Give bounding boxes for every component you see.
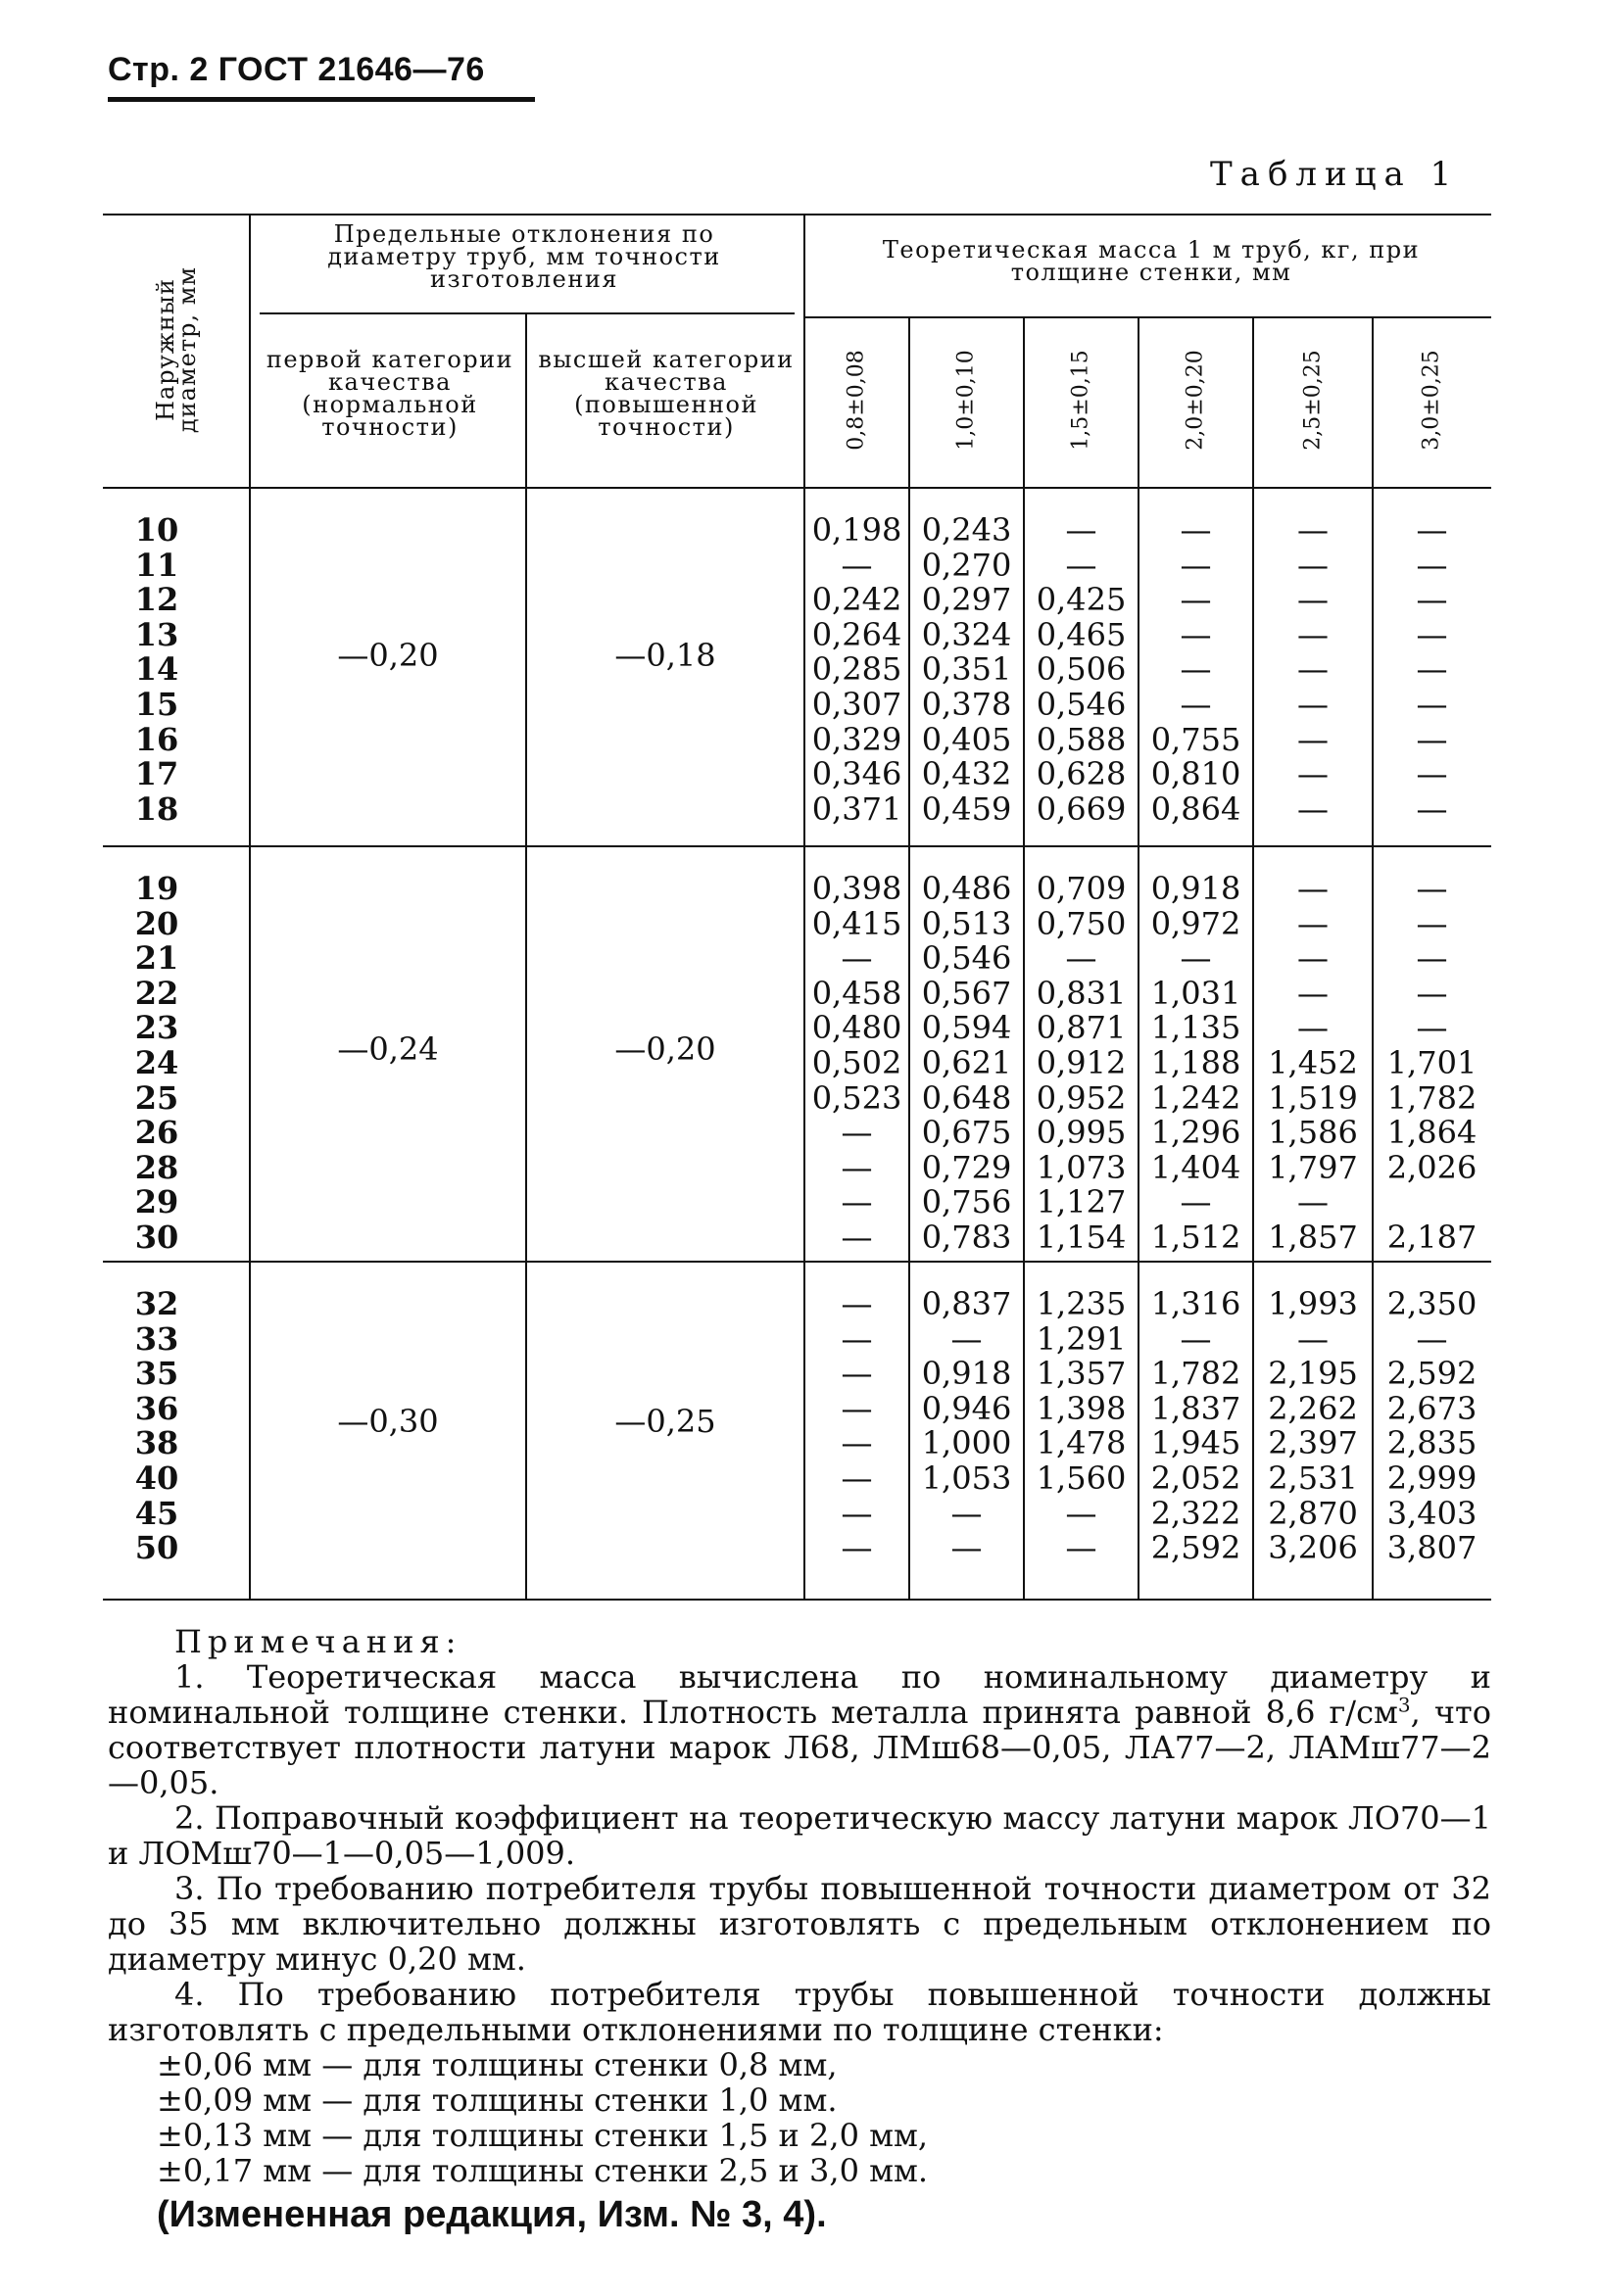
mass-cell: 1,291 xyxy=(1036,1319,1127,1358)
mass-cell: 0,324 xyxy=(921,615,1012,653)
tolerance-group-header: Предельные отклонения по диаметру труб, мм точности изготовления xyxy=(327,220,721,293)
note-1-text: 1. Теоретическая масса вычислена по номинальному диаметру и номинальной толщине стенки. Плотность металла принята равной 8,6 г/см xyxy=(108,1658,1491,1731)
mass-column xyxy=(909,872,1024,1256)
mass-cell: 2,322 xyxy=(1150,1494,1241,1532)
mass-column xyxy=(1024,872,1139,1256)
mass-cell: — xyxy=(1297,581,1329,619)
tolerance-high-cell: —0,20 xyxy=(614,1030,716,1068)
mass-cell: 0,270 xyxy=(921,546,1012,584)
mass-cell: 2,187 xyxy=(1386,1218,1478,1256)
diameter-cell: 32 xyxy=(134,1285,179,1322)
diameter-column xyxy=(103,513,211,827)
diameter-column xyxy=(103,1287,211,1566)
diameter-cell: 33 xyxy=(134,1319,179,1358)
mass-cell: 0,546 xyxy=(1036,685,1127,723)
mass-cell: 1,000 xyxy=(921,1424,1012,1462)
mass-cell: 0,264 xyxy=(811,615,902,653)
mass-cell: 1,857 xyxy=(1268,1218,1358,1256)
mass-cell: 0,648 xyxy=(921,1078,1012,1117)
mass-cell: — xyxy=(1416,581,1448,619)
mass-cell: — xyxy=(1416,685,1448,723)
mass-cell: 2,673 xyxy=(1386,1389,1478,1427)
diameter-cell: 38 xyxy=(134,1424,179,1462)
mass-cell: 0,506 xyxy=(1036,650,1127,689)
mass-cell: 1,519 xyxy=(1268,1078,1358,1117)
mass-cell: — xyxy=(841,1114,873,1152)
mass-cell: — xyxy=(1416,974,1448,1012)
note-4: 4. По требованию потребителя трубы повышенной точности должны изготовлять с предельными отклонениями по толщине стенки: xyxy=(108,1976,1491,2048)
mass-cell: 0,371 xyxy=(811,789,902,828)
diameter-cell: 24 xyxy=(134,1043,179,1081)
mass-cell: — xyxy=(1297,870,1329,907)
mass-cell: 1,782 xyxy=(1386,1078,1478,1117)
mass-cell: 2,350 xyxy=(1386,1285,1478,1322)
mass-cell: 0,329 xyxy=(811,720,902,758)
mass-cell: 2,052 xyxy=(1150,1459,1241,1497)
diameter-cell: 17 xyxy=(134,755,179,793)
mass-cell: 0,972 xyxy=(1150,904,1241,942)
mass-cell: 0,918 xyxy=(1150,870,1241,907)
mass-cell: — xyxy=(1065,939,1097,978)
mass-cell: 0,459 xyxy=(921,789,1012,828)
mass-cell: — xyxy=(1180,650,1212,689)
mass-cell: 1,073 xyxy=(1036,1148,1127,1186)
diameter-cell: 15 xyxy=(134,685,179,723)
mass-cell: — xyxy=(1416,546,1448,584)
mass-cell: 0,669 xyxy=(1036,789,1127,828)
thickness-header: 2,0±0,20 xyxy=(1183,350,1208,451)
mass-cell: 0,567 xyxy=(921,974,1012,1012)
mass-cell: — xyxy=(1297,789,1329,828)
tolerance-line: ±0,09 мм — для толщины стенки 1,0 мм. xyxy=(157,2081,838,2119)
mass-cell: — xyxy=(841,1529,873,1567)
notes-title: Примечания: xyxy=(174,1623,462,1660)
mass-cell: 2,026 xyxy=(1386,1148,1478,1186)
mass-cell: 0,351 xyxy=(921,650,1012,689)
mass-cell: 1,053 xyxy=(921,1459,1012,1497)
mass-cell: 1,031 xyxy=(1150,974,1241,1012)
thickness-header: 2,5±0,25 xyxy=(1300,350,1326,451)
tolerance-line: ±0,06 мм — для толщины стенки 0,8 мм, xyxy=(157,2046,838,2083)
mass-cell: 1,782 xyxy=(1150,1355,1241,1393)
mass-cell: — xyxy=(1416,755,1448,793)
note-1-superscript: 3 xyxy=(1397,1693,1411,1717)
tolerance-first-header: первой категории качества (нормальной точности) xyxy=(266,346,514,441)
mass-cell: — xyxy=(1297,1319,1329,1358)
mass-cell: 2,592 xyxy=(1386,1355,1478,1393)
amendment-note: (Измененная редакция, Изм. № 3, 4). xyxy=(157,2194,827,2235)
mass-cell: 0,946 xyxy=(921,1389,1012,1427)
mass-cell: 1,398 xyxy=(1036,1389,1127,1427)
thickness-header: 3,0±0,25 xyxy=(1419,350,1444,451)
diameter-cell: 28 xyxy=(134,1148,179,1186)
mass-cell: 0,285 xyxy=(811,650,902,689)
mass-column xyxy=(1253,872,1373,1256)
mass-cell: 0,425 xyxy=(1036,581,1127,619)
diameter-cell: 45 xyxy=(134,1494,179,1532)
mass-cell: 0,709 xyxy=(1036,870,1127,907)
mass-cell: — xyxy=(1180,546,1212,584)
mass-cell: — xyxy=(1065,1494,1097,1532)
diameter-cell: 16 xyxy=(134,720,179,758)
mass-cell: — xyxy=(841,1424,873,1462)
mass-cell: — xyxy=(1297,1183,1329,1221)
mass-cell: 0,594 xyxy=(921,1009,1012,1047)
mass-cell: 1,797 xyxy=(1268,1148,1358,1186)
mass-cell: — xyxy=(1297,904,1329,942)
mass-cell: 3,403 xyxy=(1386,1494,1478,1532)
mass-cell: 0,242 xyxy=(811,581,902,619)
mass-cell: 1,404 xyxy=(1150,1148,1241,1186)
mass-cell: 1,586 xyxy=(1268,1114,1358,1152)
mass-cell: — xyxy=(841,546,873,584)
mass-cell: — xyxy=(841,1319,873,1358)
mass-cell: 0,918 xyxy=(921,1355,1012,1393)
mass-cell: 0,755 xyxy=(1150,720,1241,758)
note-2: 2. Поправочный коэффициент на теоретическую массу латуни марок ЛО70—1 и ЛОМш70—1—0,05—1,009. xyxy=(108,1799,1491,1872)
note-1 xyxy=(108,1659,1491,1800)
mass-cell: 2,531 xyxy=(1268,1459,1358,1497)
mass-cell: — xyxy=(841,1285,873,1322)
mass-cell: — xyxy=(1180,615,1212,653)
mass-cell: — xyxy=(1416,939,1448,978)
mass-cell: 0,628 xyxy=(1036,755,1127,793)
mass-cell: 0,458 xyxy=(811,974,902,1012)
note-1-text-end: , что соответствует плотности латуни марок Л68, ЛМш68—0,05, ЛА77—2, ЛАМш77—2—0,05. xyxy=(108,1694,1492,1801)
diameter-cell: 25 xyxy=(134,1078,179,1117)
mass-cell: 0,810 xyxy=(1150,755,1241,793)
tolerance-line: ±0,13 мм — для толщины стенки 1,5 и 2,0 мм, xyxy=(157,2117,929,2154)
mass-cell: — xyxy=(841,1355,873,1393)
mass-cell: 0,486 xyxy=(921,870,1012,907)
mass-cell: — xyxy=(1297,511,1329,549)
mass-column xyxy=(1373,513,1491,827)
mass-column xyxy=(1253,1287,1373,1566)
mass-cell: 0,465 xyxy=(1036,615,1127,653)
mass-cell: — xyxy=(1297,755,1329,793)
mass-cell: 2,397 xyxy=(1268,1424,1358,1462)
mass-cell: 3,807 xyxy=(1386,1529,1478,1567)
mass-cell: — xyxy=(841,1183,873,1221)
mass-cell: 2,999 xyxy=(1386,1459,1478,1497)
mass-cell: — xyxy=(1180,511,1212,549)
mass-cell: 1,127 xyxy=(1036,1183,1127,1221)
mass-cell: 0,523 xyxy=(811,1078,902,1117)
mass-cell: — xyxy=(841,939,873,978)
mass-cell: — xyxy=(1416,789,1448,828)
mass-cell: — xyxy=(1416,1319,1448,1358)
diameter-cell: 30 xyxy=(134,1218,179,1256)
mass-cell: 1,357 xyxy=(1036,1355,1127,1393)
mass-cell: 0,405 xyxy=(921,720,1012,758)
mass-cell: 0,675 xyxy=(921,1114,1012,1152)
mass-cell: — xyxy=(1416,904,1448,942)
mass-cell: 1,235 xyxy=(1036,1285,1127,1322)
mass-cell: 0,864 xyxy=(1150,789,1241,828)
page-header-text: Стр. 2 ГОСТ 21646—76 xyxy=(108,51,485,88)
diameter-cell: 14 xyxy=(134,650,179,689)
mass-cell: 1,512 xyxy=(1150,1218,1241,1256)
mass-cell: 1,452 xyxy=(1268,1043,1358,1081)
mass-cell: 2,195 xyxy=(1268,1355,1358,1393)
mass-cell: — xyxy=(1065,511,1097,549)
mass-cell: 1,993 xyxy=(1268,1285,1358,1322)
tolerance-normal-cell: —0,24 xyxy=(337,1030,439,1068)
mass-cell: 0,480 xyxy=(811,1009,902,1047)
mass-cell: 0,912 xyxy=(1036,1043,1127,1081)
diameter-cell: 36 xyxy=(134,1389,179,1427)
note-3: 3. По требованию потребителя трубы повышенной точности диаметром от 32 до 35 мм включительно должны изготовлять с предельным отклонением по диаметру минус 0,20 мм. xyxy=(108,1870,1491,1978)
mass-cell: 0,546 xyxy=(921,939,1012,978)
mass-cell: — xyxy=(1180,939,1212,978)
mass-cell: 0,995 xyxy=(1036,1114,1127,1152)
mass-cell: 1,945 xyxy=(1150,1424,1241,1462)
mass-cell: 0,513 xyxy=(921,904,1012,942)
thickness-header: 0,8±0,08 xyxy=(844,350,869,451)
mass-cell: — xyxy=(950,1319,983,1358)
table-label: Таблица 1 xyxy=(1210,155,1460,194)
page-header xyxy=(108,51,535,102)
mass-cell: 0,837 xyxy=(921,1285,1012,1322)
mass-cell: — xyxy=(1416,1009,1448,1047)
mass-cell: 0,588 xyxy=(1036,720,1127,758)
mass-cell: — xyxy=(1297,720,1329,758)
mass-column xyxy=(1139,872,1253,1256)
tolerance-line: ±0,17 мм — для толщины стенки 2,5 и 3,0 мм. xyxy=(157,2152,929,2189)
mass-cell: 1,837 xyxy=(1150,1389,1241,1427)
mass-cell: — xyxy=(1416,511,1448,549)
mass-cell: — xyxy=(1297,615,1329,653)
mass-cell: — xyxy=(950,1494,983,1532)
mass-column xyxy=(1024,1287,1139,1566)
diameter-cell: 20 xyxy=(134,904,179,942)
diameter-cell: 35 xyxy=(134,1355,179,1393)
mass-cell: 0,750 xyxy=(1036,904,1127,942)
mass-cell: — xyxy=(1180,1319,1212,1358)
mass-column xyxy=(1253,513,1373,827)
mass-cell: — xyxy=(1416,720,1448,758)
mass-column xyxy=(804,1287,909,1566)
mass-cell: 0,729 xyxy=(921,1148,1012,1186)
mass-cell: 0,952 xyxy=(1036,1078,1127,1117)
diameter-cell: 10 xyxy=(134,511,179,549)
mass-cell: 1,560 xyxy=(1036,1459,1127,1497)
mass-cell: — xyxy=(1297,974,1329,1012)
diameter-cell: 12 xyxy=(134,581,179,619)
mass-column xyxy=(804,872,909,1256)
tolerance-higher-header: высшей категории качества (повышенной точности) xyxy=(538,346,795,441)
tolerance-normal-cell: —0,30 xyxy=(337,1403,439,1440)
tolerance-high-cell: —0,18 xyxy=(614,637,716,674)
mass-cell: — xyxy=(1416,650,1448,689)
diameter-cell: 18 xyxy=(134,789,179,828)
mass-cell: 2,870 xyxy=(1268,1494,1358,1532)
diameter-cell: 26 xyxy=(134,1114,179,1152)
mass-column xyxy=(1139,513,1253,827)
mass-cell: 0,378 xyxy=(921,685,1012,723)
mass-group-header: Теоретическая масса 1 м труб, кг, при толщине стенки, мм xyxy=(882,236,1421,286)
mass-cell: — xyxy=(1297,650,1329,689)
mass-cell: 1,296 xyxy=(1150,1114,1241,1152)
mass-cell: 0,831 xyxy=(1036,974,1127,1012)
diameter-cell: 40 xyxy=(134,1459,179,1497)
mass-cell: — xyxy=(1416,870,1448,907)
mass-column xyxy=(1139,1287,1253,1566)
notes-section xyxy=(108,1624,1491,2239)
mass-cell: 0,756 xyxy=(921,1183,1012,1221)
mass-cell: 0,297 xyxy=(921,581,1012,619)
mass-cell: 0,198 xyxy=(811,511,902,549)
mass-cell: — xyxy=(1065,1529,1097,1567)
mass-cell: 1,242 xyxy=(1150,1078,1241,1117)
mass-cell: — xyxy=(1297,1009,1329,1047)
mass-column xyxy=(804,513,909,827)
mass-cell: — xyxy=(1065,546,1097,584)
mass-cell: — xyxy=(841,1218,873,1256)
mass-cell: 1,864 xyxy=(1386,1114,1478,1152)
tolerance-normal-cell: —0,20 xyxy=(337,637,439,674)
mass-cell: — xyxy=(1180,1183,1212,1221)
mass-cell: 0,871 xyxy=(1036,1009,1127,1047)
tolerance-high-cell: —0,25 xyxy=(614,1403,716,1440)
diameter-cell: 50 xyxy=(134,1529,179,1567)
mass-cell: 0,415 xyxy=(811,904,902,942)
mass-cell: 0,621 xyxy=(921,1043,1012,1081)
mass-cell: 0,783 xyxy=(921,1218,1012,1256)
mass-cell: 1,154 xyxy=(1036,1218,1127,1256)
diameter-cell: 13 xyxy=(134,615,179,653)
mass-cell: — xyxy=(1416,615,1448,653)
mass-cell: — xyxy=(950,1529,983,1567)
diameter-header: Наружный диаметр, мм xyxy=(152,265,201,434)
mass-cell: 1,188 xyxy=(1150,1043,1241,1081)
mass-cell: — xyxy=(841,1494,873,1532)
mass-column xyxy=(1373,872,1491,1256)
mass-cell xyxy=(1373,1185,1491,1220)
mass-cell: 1,701 xyxy=(1386,1043,1478,1081)
mass-cell: 1,478 xyxy=(1036,1424,1127,1462)
mass-column xyxy=(909,1287,1024,1566)
thickness-header: 1,5±0,15 xyxy=(1068,350,1093,451)
mass-cell: — xyxy=(1180,581,1212,619)
mass-cell: 2,262 xyxy=(1268,1389,1358,1427)
header-rule xyxy=(108,97,535,102)
thickness-header: 1,0±0,10 xyxy=(953,350,979,451)
mass-cell: 0,432 xyxy=(921,755,1012,793)
mass-cell: 3,206 xyxy=(1268,1529,1358,1567)
diameter-cell: 21 xyxy=(134,939,179,978)
mass-cell: 2,835 xyxy=(1386,1424,1478,1462)
mass-cell: — xyxy=(841,1459,873,1497)
mass-cell: — xyxy=(1297,546,1329,584)
mass-cell: 2,592 xyxy=(1150,1529,1241,1567)
mass-cell: 1,135 xyxy=(1150,1009,1241,1047)
mass-cell: — xyxy=(841,1389,873,1427)
diameter-cell: 22 xyxy=(134,974,179,1012)
mass-cell: 0,398 xyxy=(811,870,902,907)
mass-table xyxy=(103,214,1491,1601)
mass-column xyxy=(1024,513,1139,827)
mass-cell: 0,502 xyxy=(811,1043,902,1081)
mass-cell: — xyxy=(841,1148,873,1186)
mass-cell: — xyxy=(1180,685,1212,723)
mass-cell: 0,243 xyxy=(921,511,1012,549)
mass-column xyxy=(1373,1287,1491,1566)
mass-cell: — xyxy=(1297,685,1329,723)
diameter-cell: 11 xyxy=(134,546,179,584)
diameter-cell: 19 xyxy=(134,870,179,907)
diameter-column xyxy=(103,872,211,1256)
mass-cell: 0,346 xyxy=(811,755,902,793)
mass-cell: 1,316 xyxy=(1150,1285,1241,1322)
mass-column xyxy=(909,513,1024,827)
mass-cell: — xyxy=(1297,939,1329,978)
diameter-cell: 29 xyxy=(134,1183,179,1221)
mass-cell: 0,307 xyxy=(811,685,902,723)
diameter-cell: 23 xyxy=(134,1009,179,1047)
